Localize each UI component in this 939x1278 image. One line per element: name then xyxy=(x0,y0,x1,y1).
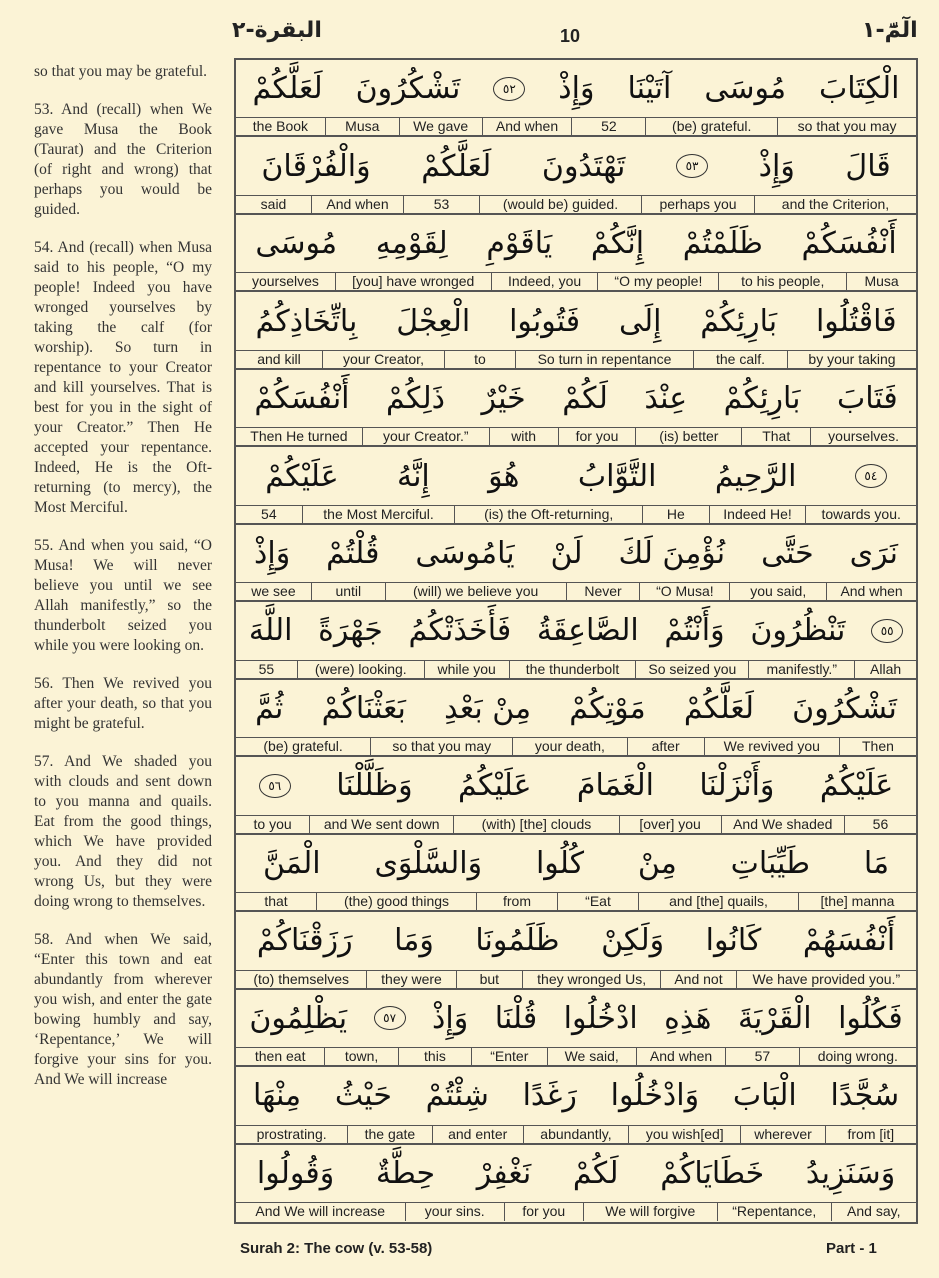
arabic-text-row xyxy=(236,990,916,1047)
word-translation: to xyxy=(445,351,516,369)
arabic-text-row xyxy=(236,1067,916,1124)
verse-53: 53. And (recall) when We gave Musa the Book (Taurat) and the Criterion (of right and wrong) that perhaps you would be guided. xyxy=(34,101,212,218)
verse-row xyxy=(236,215,916,292)
arabic-word: نُؤْمِنَ لَكَ xyxy=(618,536,726,572)
word-translation: and kill xyxy=(236,351,323,369)
arabic-text-row xyxy=(236,60,916,117)
word-translation: we see xyxy=(236,583,312,601)
arabic-text-row xyxy=(236,525,916,582)
word-translation: “O my people! xyxy=(598,273,719,291)
word-translation: and the Criterion, xyxy=(781,195,890,212)
arabic-word: الْبَابَ xyxy=(732,1078,797,1114)
arabic-word: جَهْرَةً xyxy=(318,613,383,649)
word-translation: to you xyxy=(236,816,310,834)
word-translation: (be) grateful. xyxy=(236,738,371,756)
arabic-word: فَأَخَذَتْكُمُ xyxy=(408,613,512,649)
word-translation: And We will increase xyxy=(236,1203,406,1221)
word-translation: And when xyxy=(637,1048,726,1066)
arabic-word: شِئْتُمْ xyxy=(425,1078,489,1114)
arabic-text-row xyxy=(236,1145,916,1202)
arabic-word: وَادْخُلُوا xyxy=(610,1078,700,1114)
arabic-word: بَارِئِكُمْ xyxy=(700,303,778,339)
verse-row xyxy=(236,60,916,137)
word-translation: (will) we believe you xyxy=(386,583,567,601)
surah-footer: Surah 2: The cow (v. 53-58) xyxy=(240,1240,433,1257)
translation-row xyxy=(236,815,916,834)
arabic-word: عَلَيْكُمْ xyxy=(265,458,339,494)
translation-row xyxy=(236,117,916,136)
arabic-word: بِاتِّخَاذِكُمُ xyxy=(255,303,358,339)
word-translation: and [the] quails, xyxy=(639,893,799,911)
verse-56: 56. Then We revived you after your death, so that you might be grateful. xyxy=(34,675,212,732)
verse-row xyxy=(236,1145,916,1222)
arabic-word: تَشْكُرُونَ xyxy=(355,71,461,107)
arabic-word: الصَّاعِقَةُ xyxy=(536,613,639,649)
word-translation: your sins. xyxy=(406,1203,506,1221)
verse-number-marker: ٥٢ xyxy=(493,77,525,101)
word-translation: the Most Merciful. xyxy=(303,506,456,524)
translation-row xyxy=(236,892,916,911)
word-translation: but xyxy=(457,971,523,989)
word-translation: with xyxy=(490,428,559,446)
word-translation: you said, xyxy=(730,583,827,601)
word-translation: the gate xyxy=(348,1126,432,1144)
arabic-word: مَوْتِكُمْ xyxy=(569,690,646,726)
translation-row xyxy=(236,660,916,679)
translation-row xyxy=(236,195,916,214)
arabic-word: ظَلَمُونَا xyxy=(475,923,560,959)
arabic-word: لَعَلَّكُمْ xyxy=(252,71,323,107)
arabic-word: مِنْهَا xyxy=(252,1078,302,1114)
translation-row xyxy=(236,970,916,989)
arabic-word: أَنْفُسَهُمْ xyxy=(802,923,896,959)
arabic-word: فَتَابَ xyxy=(836,381,898,417)
word-translation: that xyxy=(236,893,317,911)
arabic-word: وَإِذْ xyxy=(254,536,291,572)
word-translation: after xyxy=(628,738,705,756)
arabic-word: وَمَا xyxy=(394,923,434,959)
arabic-word: تَشْكُرُونَ xyxy=(792,690,897,726)
arabic-word: تَنْظُرُونَ xyxy=(750,613,846,649)
word-translation: And We shaded xyxy=(722,816,845,834)
arabic-word: خَطَايَاكُمْ xyxy=(660,1155,765,1191)
arabic-word: رَغَدًا xyxy=(522,1078,577,1114)
arabic-word: إِلَى xyxy=(618,303,662,339)
word-translation: manifestly.” xyxy=(749,661,855,679)
word-translation: And say, xyxy=(847,1202,901,1219)
verse-54: 54. And (recall) when Musa said to his people, “O my people! Indeed you have wronged yourselves by taking the calf (for worship). So turn in repentance to your Creator and kill yourselves. That is best for you in the sight of your Creator.” Then He accepted your repentance. Indeed, He is the Oft-returning (to mercy), the Most Merciful. xyxy=(34,239,212,516)
word-translation: 55 xyxy=(236,661,298,679)
arabic-word: وَإِذْ xyxy=(558,71,595,107)
arabic-word: بَارِئِكُمْ xyxy=(723,381,801,417)
arabic-text-row xyxy=(236,602,916,659)
arabic-word: نَغْفِرْ xyxy=(476,1155,532,1191)
arabic-word: أَنْفُسَكُمْ xyxy=(801,226,897,262)
word-translation: That xyxy=(742,428,811,446)
word-translation: “Enter xyxy=(472,1048,547,1066)
word-translation: yourselves xyxy=(236,273,336,291)
word-translation: We gave xyxy=(400,118,483,136)
arabic-word: قَالَ xyxy=(845,148,891,184)
arabic-word: عَلَيْكُمُ xyxy=(819,768,894,804)
translation-row xyxy=(236,1202,916,1221)
arabic-word: آتَيْنَا xyxy=(627,71,672,107)
word-translation: you wish[ed] xyxy=(629,1126,741,1144)
arabic-word: وَإِذْ xyxy=(432,1000,469,1036)
arabic-word: إِنَّهُ xyxy=(397,458,430,494)
arabic-word: يَامُوسَى xyxy=(415,536,515,572)
verse-number-marker: ٥٥ xyxy=(871,619,903,643)
arabic-word: وَالسَّلْوَى xyxy=(374,845,483,881)
word-translation: We have provided you.” xyxy=(752,970,901,987)
arabic-word: تَهْتَدُونَ xyxy=(541,148,626,184)
arabic-word: يَظْلِمُونَ xyxy=(249,1000,348,1036)
arabic-word: لِقَوْمِهِ xyxy=(375,226,448,262)
arabic-word: حَيْثُ xyxy=(334,1078,392,1114)
word-translation: your Creator, xyxy=(323,351,445,369)
word-translation: while you xyxy=(425,661,510,679)
arabic-word: الْقَرْيَةَ xyxy=(737,1000,812,1036)
arabic-word: التَّوَّابُ xyxy=(577,458,657,494)
arabic-word: أَنْفُسَكُمْ xyxy=(254,381,350,417)
arabic-word: خَيْرٌ xyxy=(481,381,526,417)
translation-column xyxy=(34,62,212,1108)
arabic-text-row xyxy=(236,757,916,814)
arabic-word: قُلْتُمْ xyxy=(326,536,380,572)
word-translation: so that you may xyxy=(797,118,897,135)
translation-row xyxy=(236,272,916,291)
word-translation: (is) the Oft-returning, xyxy=(455,506,643,524)
word-translation: Musa xyxy=(326,118,400,136)
arabic-word: الْمَنَّ xyxy=(262,845,321,881)
word-translation: “Eat xyxy=(558,893,639,911)
verse-row xyxy=(236,447,916,524)
word-translation: abundantly, xyxy=(524,1126,629,1144)
verse-row xyxy=(236,292,916,369)
word-translation: your death, xyxy=(513,738,627,756)
arabic-word: لَكُمْ xyxy=(572,1155,619,1191)
word-translation: (is) better xyxy=(636,428,742,446)
arabic-word: مَا xyxy=(863,845,890,881)
word-translation: He xyxy=(643,506,710,524)
word-translation: [you] have wronged xyxy=(336,273,492,291)
verse-number-marker: ٥٦ xyxy=(259,774,291,798)
arabic-text-row xyxy=(236,137,916,194)
word-translation: said xyxy=(236,196,312,214)
word-translation: Then He turned xyxy=(236,428,363,446)
arabic-text-row xyxy=(236,835,916,892)
arabic-word: لَعَلَّكُمْ xyxy=(683,690,754,726)
word-translation: to his people, xyxy=(719,273,847,291)
word-translation: (were) looking. xyxy=(298,661,425,679)
arabic-word: اللَّهَ xyxy=(248,613,293,649)
arabic-word: هَذِهِ xyxy=(664,1000,712,1036)
arabic-word: وَسَنَزِيدُ xyxy=(805,1155,896,1191)
word-translation: And when xyxy=(483,118,573,136)
part-footer: Part - 1 xyxy=(826,1240,877,1257)
word-translation: 53 xyxy=(404,196,480,214)
word-translation: and We sent down xyxy=(310,816,454,834)
word-translation: perhaps you xyxy=(642,196,755,214)
verse-row xyxy=(236,137,916,214)
arabic-word: وَظَلَّلْنَا xyxy=(336,768,413,804)
word-translation: prostrating. xyxy=(236,1126,348,1144)
arabic-word: فَكُلُوا xyxy=(838,1000,903,1036)
word-translation: Then xyxy=(861,738,894,755)
word-translation: [the] manna xyxy=(820,893,895,910)
arabic-word: الْعِجْلَ xyxy=(396,303,471,339)
arabic-word: سُجَّدًا xyxy=(830,1078,900,1114)
arabic-word: حِطَّةٌ xyxy=(375,1155,436,1191)
arabic-word: بَعَثْنَاكُمْ xyxy=(321,690,406,726)
verse-row xyxy=(236,835,916,912)
word-translation: wherever xyxy=(741,1126,825,1144)
word-translation: your Creator.” xyxy=(363,428,490,446)
word-translation: from xyxy=(477,893,558,911)
arabic-text-row xyxy=(236,680,916,737)
arabic-word: طَيِّبَاتِ xyxy=(730,845,810,881)
word-translation: [over] you xyxy=(620,816,722,834)
arabic-word: إِنَّكُمْ xyxy=(590,226,645,262)
arabic-word: يَاقَوْمِ xyxy=(486,226,553,262)
word-translation: doing wrong. xyxy=(817,1048,898,1065)
arabic-text-row xyxy=(236,292,916,349)
arabic-word: مِنْ بَعْدِ xyxy=(444,690,532,726)
verse-number-marker: ٥٣ xyxy=(676,154,708,178)
word-translation: And when xyxy=(312,196,404,214)
word-translation: We revived you xyxy=(705,738,840,756)
arabic-word: وَأَنْزَلْنَا xyxy=(699,768,775,804)
verse-57: 57. And We shaded you with clouds and sent down to you manna and quails. Eat from the good things, which We have provided you. And they did not wrong Us, but they were doing wrong to themselves. xyxy=(34,753,212,910)
arabic-text-row xyxy=(236,447,916,504)
arabic-word: كُلُوا xyxy=(535,845,584,881)
arabic-word: ظَلَمْتُمْ xyxy=(682,226,763,262)
arabic-text-row xyxy=(236,912,916,969)
word-translation: And not xyxy=(661,971,736,989)
arabic-word: عَلَيْكُمُ xyxy=(458,768,532,804)
word-translation: And when xyxy=(840,583,903,600)
word-translation: they were xyxy=(367,971,456,989)
word-translation: We will forgive xyxy=(584,1203,719,1221)
arabic-word: فَتُوبُوا xyxy=(509,303,581,339)
verse-number-marker: ٥٤ xyxy=(855,464,887,488)
word-translation: from [it] xyxy=(847,1125,895,1142)
verse-row xyxy=(236,990,916,1067)
word-translation: this xyxy=(399,1048,472,1066)
verse-row xyxy=(236,602,916,679)
word-translation: So seized you xyxy=(636,661,749,679)
word-translation: 57 xyxy=(726,1048,799,1066)
arabic-word: ذَلِكُمْ xyxy=(386,381,446,417)
arabic-text-row xyxy=(236,215,916,272)
arabic-word: مُوسَى xyxy=(704,71,787,107)
arabic-word: لَكُمْ xyxy=(562,381,608,417)
word-translation: the thunderbolt xyxy=(510,661,637,679)
verse-row xyxy=(236,912,916,989)
word-translation: Indeed, you xyxy=(492,273,599,291)
arabic-word: نَرَى xyxy=(849,536,899,572)
arabic-word: الْغَمَامَ xyxy=(576,768,654,804)
word-translation: they wronged Us, xyxy=(523,971,661,989)
verse-row xyxy=(236,370,916,447)
verse-row xyxy=(236,757,916,834)
word-translation: 54 xyxy=(236,506,303,524)
translation-row xyxy=(236,582,916,601)
word-translation: town, xyxy=(325,1048,398,1066)
arabic-word: مُوسَى xyxy=(255,226,338,262)
arabic-word: ثُمَّ xyxy=(255,690,284,726)
word-translation: So turn in repentance xyxy=(516,351,694,369)
word-translation: for you xyxy=(505,1203,584,1221)
arabic-word: قُلْنَا xyxy=(494,1000,538,1036)
word-translation: so that you may xyxy=(371,738,513,756)
word-translation: Never xyxy=(567,583,641,601)
word-translation: We said, xyxy=(548,1048,637,1066)
word-translation: then eat xyxy=(236,1048,325,1066)
word-translation: until xyxy=(312,583,386,601)
verse-52-end: so that you may be grateful. xyxy=(34,63,208,80)
verse-row xyxy=(236,1067,916,1144)
arabic-word: الرَّحِيمُ xyxy=(714,458,797,494)
arabic-word: فَاقْتُلُوا xyxy=(815,303,897,339)
word-translation: the Book xyxy=(236,118,326,136)
arabic-word: وَلَكِنْ xyxy=(601,923,665,959)
verse-row xyxy=(236,525,916,602)
arabic-word: لَعَلَّكُمْ xyxy=(421,148,492,184)
word-translation: by your taking xyxy=(808,350,896,367)
translation-row xyxy=(236,737,916,756)
word-translation: “Repentance, xyxy=(718,1203,832,1221)
arabic-word: رَزَقْنَاكُمْ xyxy=(256,923,353,959)
arabic-word: ادْخُلُوا xyxy=(563,1000,638,1036)
page-number: 10 xyxy=(560,26,581,46)
surah-title: البقرة-٢ xyxy=(232,18,322,43)
word-translation: Allah xyxy=(870,660,902,677)
word-translation: (would be) guided. xyxy=(480,196,642,214)
verse-58: 58. And when We said, “Enter this town and eat abundantly from wherever you wish, and enter the gate bowing humbly and say, ‘Repentance,’ We will forgive your sins for you. And We will increase xyxy=(34,931,212,1088)
word-translation: yourselves. xyxy=(828,428,899,445)
arabic-word: وَأَنْتُمْ xyxy=(664,613,725,649)
translation-row xyxy=(236,1047,916,1066)
arabic-word: وَإِذْ xyxy=(758,148,795,184)
word-translation: (the) good things xyxy=(317,893,477,911)
juz-title: الٓمّٓ-١ xyxy=(862,18,918,43)
word-translation: and enter xyxy=(433,1126,524,1144)
word-translation: (be) grateful. xyxy=(646,118,778,136)
translation-row xyxy=(236,1125,916,1144)
word-translation: towards you. xyxy=(821,505,901,522)
arabic-word: وَالْفُرْقَانَ xyxy=(261,148,371,184)
verse-row xyxy=(236,680,916,757)
arabic-word: وَقُولُوا xyxy=(256,1155,335,1191)
word-translation: 56 xyxy=(872,815,889,832)
verse-number-marker: ٥٧ xyxy=(374,1006,406,1030)
arabic-word: حَتَّى xyxy=(761,536,814,572)
word-translation: the calf. xyxy=(694,351,788,369)
arabic-word: هُوَ xyxy=(488,458,520,494)
translation-row xyxy=(236,505,916,524)
arabic-word: كَانُوا xyxy=(705,923,762,959)
arabic-word: لَنْ xyxy=(550,536,583,572)
arabic-word: مِنْ xyxy=(637,845,677,881)
word-translation: for you xyxy=(559,428,637,446)
word-translation: Musa xyxy=(864,273,899,290)
translation-row xyxy=(236,350,916,369)
word-by-word-grid xyxy=(234,58,918,1224)
word-translation: Indeed He! xyxy=(710,506,807,524)
word-translation: “O Musa! xyxy=(640,583,730,601)
arabic-text-row xyxy=(236,370,916,427)
word-translation: 52 xyxy=(572,118,646,136)
arabic-word: الْكِتَابَ xyxy=(819,71,900,107)
arabic-word: عِنْدَ xyxy=(644,381,688,417)
word-translation: (with) [the] clouds xyxy=(454,816,619,834)
word-translation: (to) themselves xyxy=(236,971,367,989)
translation-row xyxy=(236,427,916,446)
verse-55: 55. And when you said, “O Musa! We will never believe you until we see Allah manifestly,” so the thunderbolt seized you while you were looking on. xyxy=(34,537,212,654)
